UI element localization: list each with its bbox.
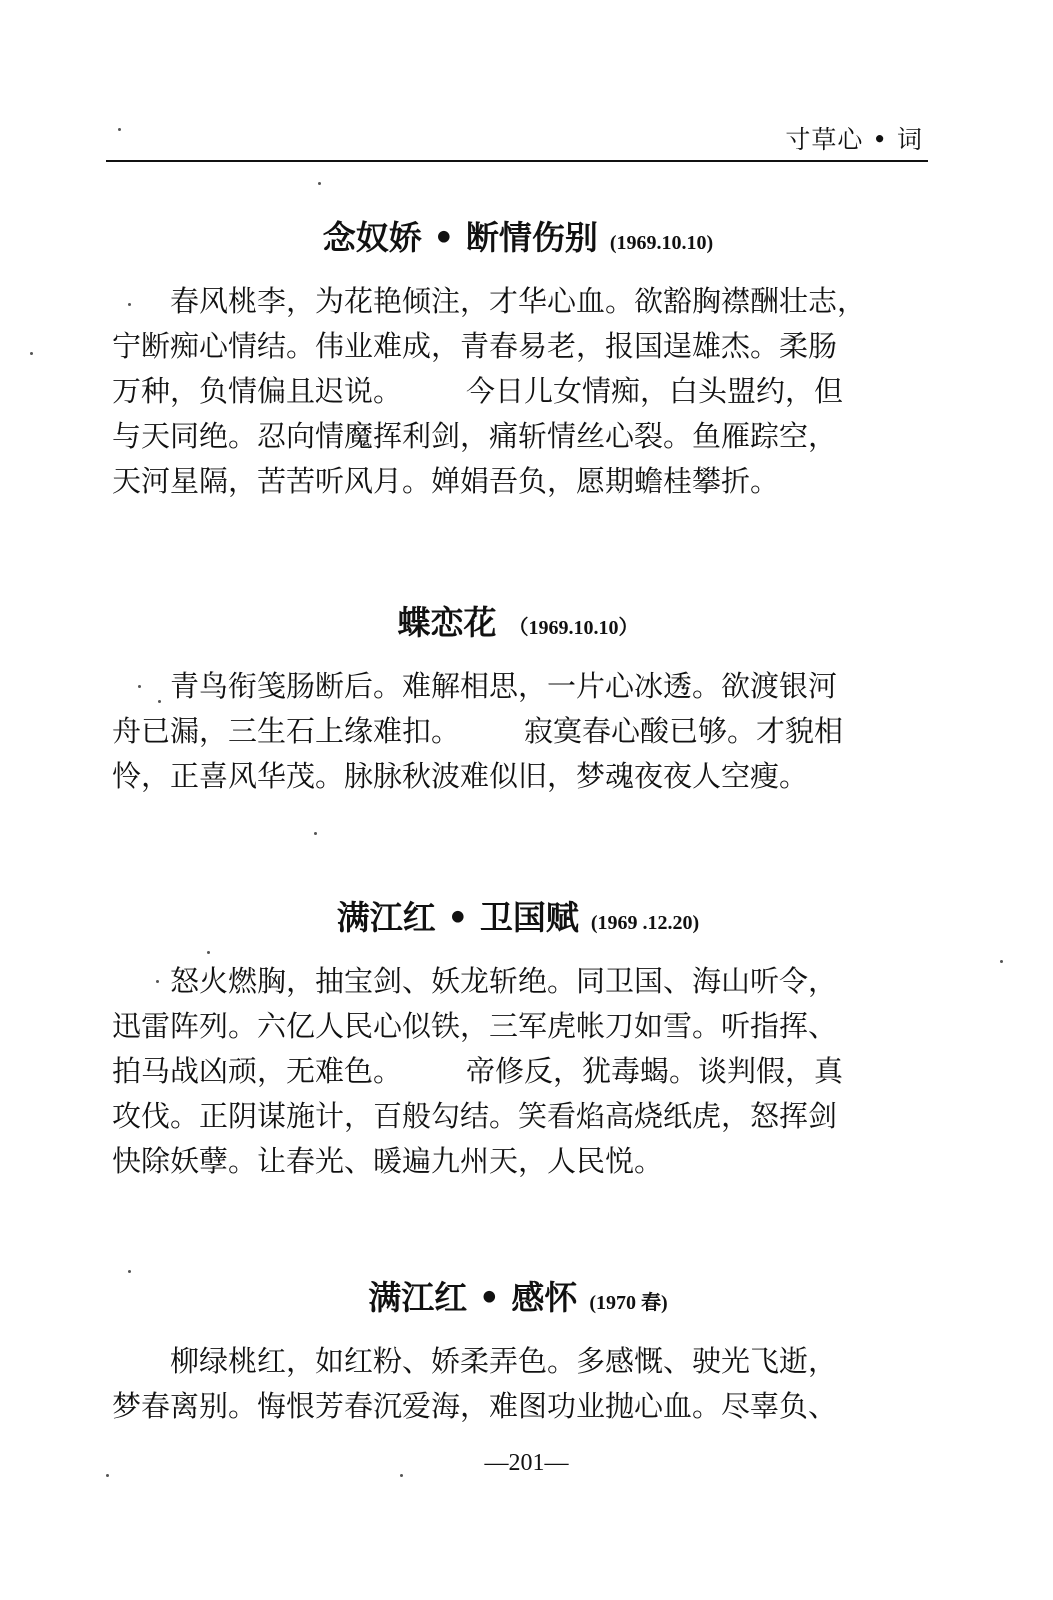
scan-speck [158, 700, 161, 703]
poem-line: 天河星隔，苦苦听风月。婵娟吾负，愿期蟾桂攀折。 [112, 464, 780, 498]
poem-title [112, 1278, 924, 1323]
poem-date: （1969.10.10） [508, 617, 639, 639]
poem-title [112, 218, 924, 263]
scan-speck [400, 1474, 403, 1477]
scan-speck [30, 352, 33, 355]
poem-nian-nu-jiao [112, 218, 924, 504]
poem-line-segment: 舟已漏，三生石上缘难扣。 [112, 714, 461, 748]
poem-line-segment: 帝修反，犹毒蝎。谈判假，真 [466, 1054, 844, 1088]
poem-title-text: 念奴娇 • 断情伤别 [322, 218, 598, 257]
poem-date: (1970 春) [589, 1292, 668, 1314]
poem-body [112, 959, 924, 1184]
scan-speck [118, 128, 121, 131]
poem-line-segment: 拍马战凶顽，无难色。 [112, 1054, 403, 1088]
poem-man-jiang-hong-gan-huai [112, 1278, 924, 1429]
scan-speck [318, 182, 321, 185]
poem-line: 怜，正喜风华茂。脉脉秋波难似旧，梦魂夜夜人空瘦。 [112, 759, 809, 793]
poem-line-segment: 寂寞春心酸已够。才貌相 [524, 714, 844, 748]
poem-line: 青鸟衔笺肠断后。难解相思，一片心冰透。欲渡银河 [170, 669, 838, 703]
poem-title [112, 898, 924, 943]
poem-line [112, 369, 924, 414]
scan-speck [1000, 960, 1003, 963]
poem-line: 柳绿桃红，如红粉、娇柔弄色。多感慨、驶光飞逝， [170, 1344, 838, 1378]
header-rule [106, 160, 928, 162]
poem-date: (1969.10.10) [609, 232, 714, 254]
poem-man-jiang-hong-wei-guo [112, 898, 924, 1184]
scan-speck [314, 832, 317, 835]
scan-speck [138, 685, 141, 688]
poem-line-segment: 今日儿女情痴，白头盟约，但 [466, 374, 844, 408]
poem-line: 春风桃李，为花艳倾注，才华心血。欲豁胸襟酬壮志， [170, 284, 867, 318]
scan-speck [156, 980, 159, 983]
poem-line-segment: 万种，负情偏且迟说。 [112, 374, 403, 408]
poem-title-text: 满江红 • 感怀 [368, 1278, 578, 1317]
poem-date: (1969 .12.20) [590, 912, 700, 934]
poem-line: 快除妖孽。让春光、暖遍九州天，人民悦。 [112, 1144, 664, 1178]
poem-line: 与天同绝。忍向情魔挥利剑，痛斩情丝心裂。鱼雁踪空， [112, 419, 838, 453]
poem-die-lian-hua [112, 603, 924, 799]
poem-line [112, 1049, 924, 1094]
page-number: —201— [484, 1450, 569, 1476]
poem-line: 梦春离别。悔恨芳春沉爱海，难图功业抛心血。尽辜负、 [112, 1389, 838, 1423]
poem-line [112, 709, 924, 754]
poem-body [112, 1339, 924, 1429]
poem-line: 迅雷阵列。六亿人民心似铁，三军虎帐刀如雪。听指挥、 [112, 1009, 838, 1043]
running-header: 寸草心 • 词 [785, 125, 923, 154]
poem-title-text: 满江红 • 卫国赋 [336, 898, 579, 937]
poem-line: 宁断痴心情结。伟业难成，青春易老，报国逞雄杰。柔肠 [112, 329, 838, 363]
scan-speck [128, 1270, 131, 1273]
scan-speck [207, 951, 210, 954]
poem-title [112, 603, 924, 648]
poem-line: 怒火燃胸，抽宝剑、妖龙斩绝。同卫国、海山听令， [170, 964, 838, 998]
poem-body [112, 279, 924, 504]
poem-line: 攻伐。正阴谋施计，百般勾结。笑看焰高烧纸虎，怒挥剑 [112, 1099, 838, 1133]
scan-speck [128, 303, 131, 306]
scan-speck [106, 1474, 109, 1477]
poem-body [112, 664, 924, 799]
poem-title-text: 蝶恋花 [397, 603, 497, 642]
